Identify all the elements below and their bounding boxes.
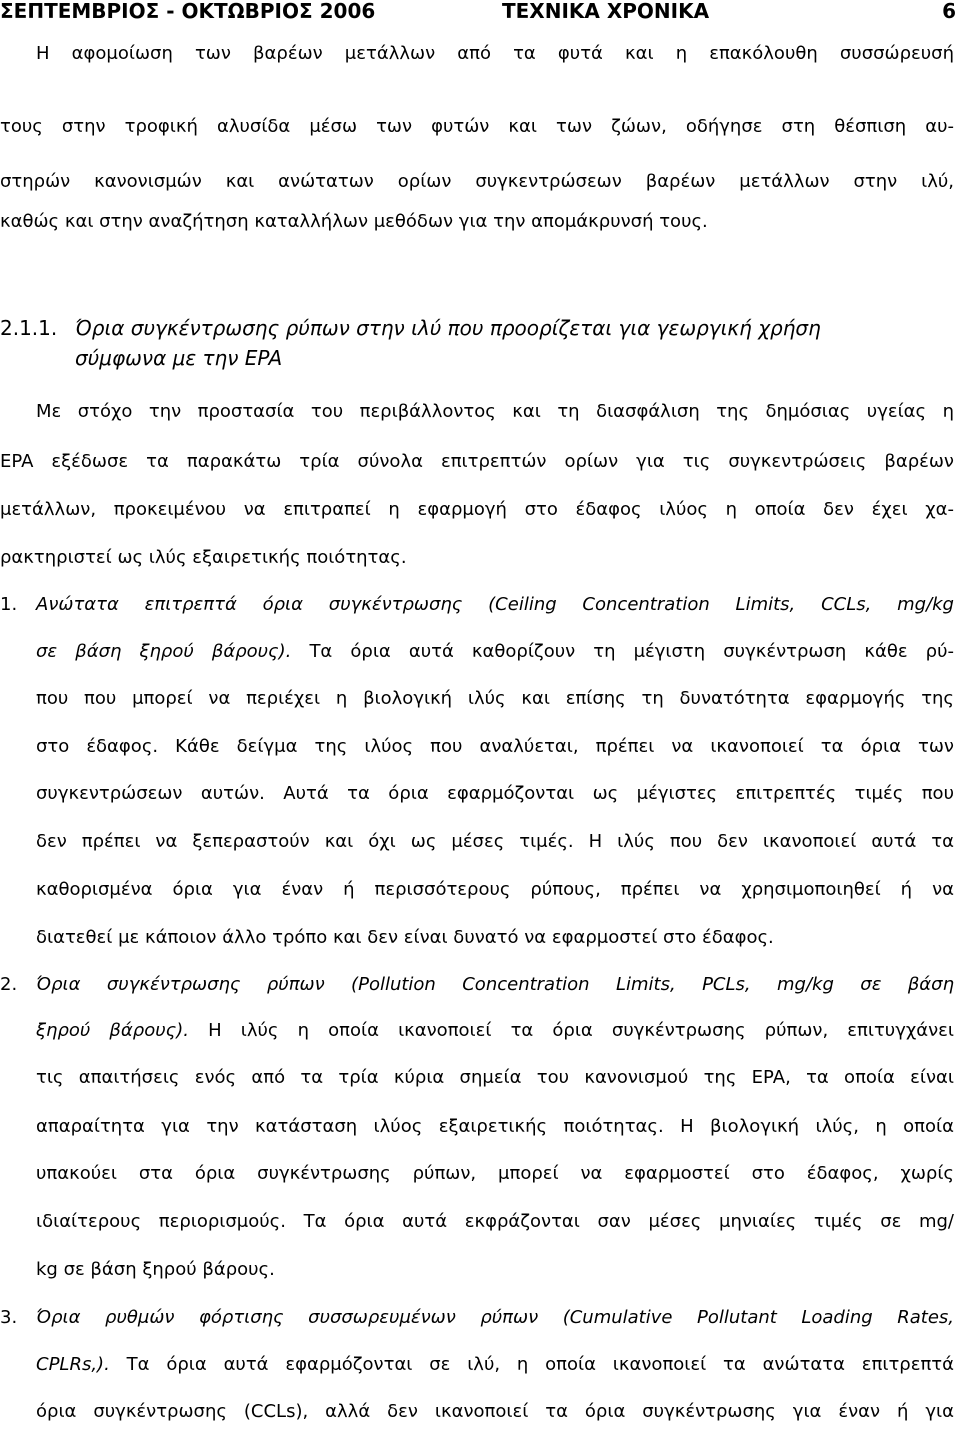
paragraph-line: μετάλλων, προκειμένου να επιτραπεί η εφαρμογή στο έδαφος ιλύος η οποία δεν έχει χα-	[0, 499, 954, 520]
paragraph-line: ρακτηριστεί ως ιλύς εξαιρετικής ποιότητας.	[0, 547, 407, 568]
list-item-line: συγκεντρώσεων αυτών. Αυτά τα όρια εφαρμόζονται ως μέγιστες επιτρεπτές τιμές που	[36, 783, 954, 804]
list-number: 1.	[0, 594, 18, 615]
list-item-line: υπακούει στα όρια συγκέντρωσης ρύπων, μπορεί να εφαρμοστεί στο έδαφος, χωρίς	[36, 1163, 954, 1184]
list-item-line: όρια συγκέντρωσης (CCLs), αλλά δεν ικανοποιεί τα όρια συγκέντρωσης για έναν ή για	[36, 1401, 954, 1422]
list-item-title: Όρια συγκέντρωσης ρύπων (Pollution Concentration Limits, PCLs, mg/kg σε βάση	[36, 974, 954, 995]
paragraph-line: Με στόχο την προστασία του περιβάλλοντος και τη διασφάλιση της δημόσιας υγείας η	[36, 401, 954, 422]
list-item-text: Η ιλύς η οποία ικανοποιεί τα όρια συγκέντρωσης ρύπων, επιτυγχάνει	[188, 1020, 954, 1041]
list-item-text: Τα όρια αυτά εφαρμόζονται σε ιλύ, η οποία ικανοποιεί τα ανώτατα επιτρεπτά	[109, 1354, 954, 1375]
list-item-line: δεν πρέπει να ξεπεραστούν και όχι ως μέσες τιμές. Η ιλύς που δεν ικανοποιεί αυτά τα	[36, 831, 954, 852]
section-title-cont: σύμφωνα με την EPA	[75, 346, 283, 370]
section-title: Όρια συγκέντρωσης ρύπων στην ιλύ που προορίζεται για γεωργική χρήση	[75, 316, 821, 340]
page-header	[0, 0, 960, 22]
list-item-line: ιδιαίτερους περιορισμούς. Τα όρια αυτά εκφράζονται σαν μέσες μηνιαίες τιμές σε mg/	[36, 1211, 954, 1232]
list-item-title: Ανώτατα επιτρεπτά όρια συγκέντρωσης (Ceiling Concentration Limits, CCLs, mg/kg	[36, 594, 954, 615]
list-item-line: τις απαιτήσεις ενός από τα τρία κύρια σημεία του κανονισμού της EPA, τα οποία είναι	[36, 1067, 954, 1088]
intro-line: Η αφομοίωση των βαρέων μετάλλων από τα φυτά και η επακόλουθη συσσώρευσή	[36, 43, 954, 64]
list-item-line	[36, 641, 954, 663]
list-item-line: που που μπορεί να περιέχει η βιολογική ιλύς και επίσης τη δυνατότητα εφαρμογής της	[36, 688, 954, 709]
page-number: 6	[942, 0, 956, 23]
list-item-line: απαραίτητα για την κατάσταση ιλύος εξαιρετικής ποιότητας. Η βιολογική ιλύς, η οποία	[36, 1116, 954, 1137]
list-item-text: Τα όρια αυτά καθορίζουν τη μέγιστη συγκέντρωση κάθε ρύ-	[291, 641, 954, 662]
list-item-title-cont: σε βάση ξηρού βάρους).	[36, 641, 292, 662]
issue-date: ΣΕΠΤΕΜΒΡΙΟΣ - ΟΚΤΩΒΡΙΟΣ 2006	[0, 0, 376, 23]
intro-line: στηρών κανονισμών και ανώτατων ορίων συγκεντρώσεων βαρέων μετάλλων στην ιλύ,	[0, 171, 954, 192]
intro-line: καθώς και στην αναζήτηση καταλλήλων μεθόδων για την απομάκρυνσή τους.	[0, 211, 708, 232]
intro-line: τους στην τροφική αλυσίδα μέσω των φυτών και των ζώων, οδήγησε στη θέσπιση αυ-	[0, 116, 954, 137]
list-number: 3.	[0, 1307, 18, 1328]
section-number: 2.1.1.	[0, 316, 58, 340]
paragraph-line: EPA εξέδωσε τα παρακάτω τρία σύνολα επιτρεπτών ορίων για τις συγκεντρώσεις βαρέων	[0, 451, 954, 472]
list-item-line: kg σε βάση ξηρού βάρους.	[36, 1259, 275, 1280]
publication-title: ΤΕΧΝΙΚΑ ΧΡΟΝΙΚΑ	[502, 0, 710, 23]
list-item-line: διατεθεί με κάποιον άλλο τρόπο και δεν είναι δυνατό να εφαρμοστεί στο έδαφος.	[36, 927, 774, 948]
list-item-title-cont: ξηρού βάρους).	[36, 1020, 189, 1041]
list-item-line	[36, 1354, 954, 1376]
list-item-title-cont: CPLRs,).	[36, 1354, 110, 1375]
list-item-line: στο έδαφος. Κάθε δείγμα της ιλύος που αναλύεται, πρέπει να ικανοποιεί τα όρια των	[36, 736, 954, 757]
list-item-line	[36, 1020, 954, 1042]
list-item-line: καθορισμένα όρια για έναν ή περισσότερους ρύπους, πρέπει να χρησιμοποιηθεί ή να	[36, 879, 954, 900]
list-item-title: Όρια ρυθμών φόρτισης συσσωρευμένων ρύπων (Cumulative Pollutant Loading Rates,	[36, 1307, 954, 1328]
list-number: 2.	[0, 974, 18, 995]
